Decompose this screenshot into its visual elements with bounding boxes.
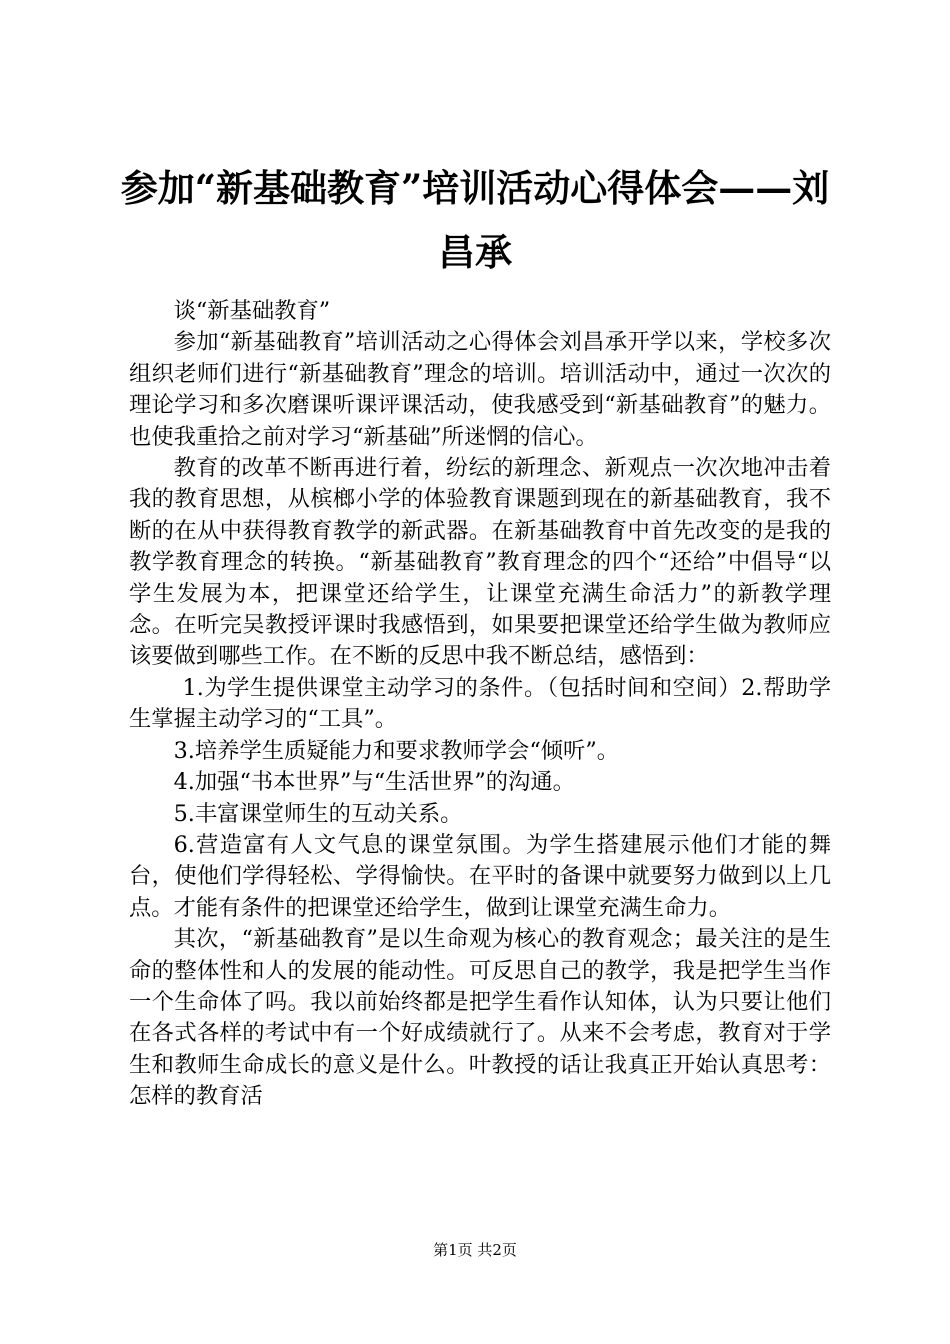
list-item: 6.营造富有人文气息的课堂氛围。为学生搭建展示他们才能的舞台，使他们学得轻松、学得愉快。在平时的备课中就要努力做到以上几点。才能有条件的把课堂还给学生，做到让课堂充满生命力。 bbox=[129, 831, 831, 921]
list-item: 4.加强“书本世界”与“生活世界”的沟通。 bbox=[173, 769, 575, 796]
page-footer: 第1页 共2页 bbox=[433, 1241, 517, 1259]
subtitle-paragraph: 谈“新基础教育” bbox=[173, 298, 331, 324]
body-paragraph: 其次，“新基础教育”是以生命观为核心的教育观念；最关注的是生命的整体性和人的发展的能动性。可反思自己的教学，我是把学生当作一个生命体了吗。我以前始终都是把学生看作认知体，认为只要让他们在各式各样的考试中有一个好成绩就行了。从来不会考虑，教育对于学生和教师生命成长的意义是什么。叶教授的话让我真正开始认真思考：怎样的教育活 bbox=[129, 926, 831, 1110]
list-item: 5.丰富课堂师生的互动关系。 bbox=[173, 800, 463, 827]
body-paragraph: 参加“新基础教育”培训活动之心得体会刘昌承开学以来，学校多次组织老师们进行“新基础教育”理念的培训。培训活动中，通过一次次的理论学习和多次磨课听课评课活动，使我感受到“新基础教育”的魅力。也使我重拾之前对学习“新基础”所迷惘的信心。 bbox=[129, 329, 831, 450]
document-body bbox=[129, 296, 831, 1113]
list-item: 1.为学生提供课堂主动学习的条件。（包括时间和空间）2.帮助学生掌握主动学习的“工具”。 bbox=[129, 674, 831, 733]
body-paragraph: 教育的改革不断再进行着，纷纭的新理念、新观点一次次地冲击着我的教育思想，从槟榔小学的体验教育课题到现在的新基础教育，我不断的在从中获得教育教学的新武器。在新基础教育中首先改变的是我的教学教育理念的转换。“新基础教育”教育理念的四个“还给”中倡导“以学生发展为本，把课堂还给学生，让课堂充满生命活力”的新教学理念。在听完吴教授评课时我感悟到，如果要把课堂还给学生做为教师应该要做到哪些工作。在不断的反思中我不断总结，感悟到： bbox=[129, 455, 831, 670]
title-line-1: 参加“新基础教育”培训活动心得体会——刘 bbox=[120, 166, 830, 210]
title-line-2: 昌承 bbox=[438, 230, 512, 274]
list-item: 3.培养学生质疑能力和要求教师学会“倾听”。 bbox=[173, 737, 620, 764]
document-title bbox=[120, 156, 830, 284]
